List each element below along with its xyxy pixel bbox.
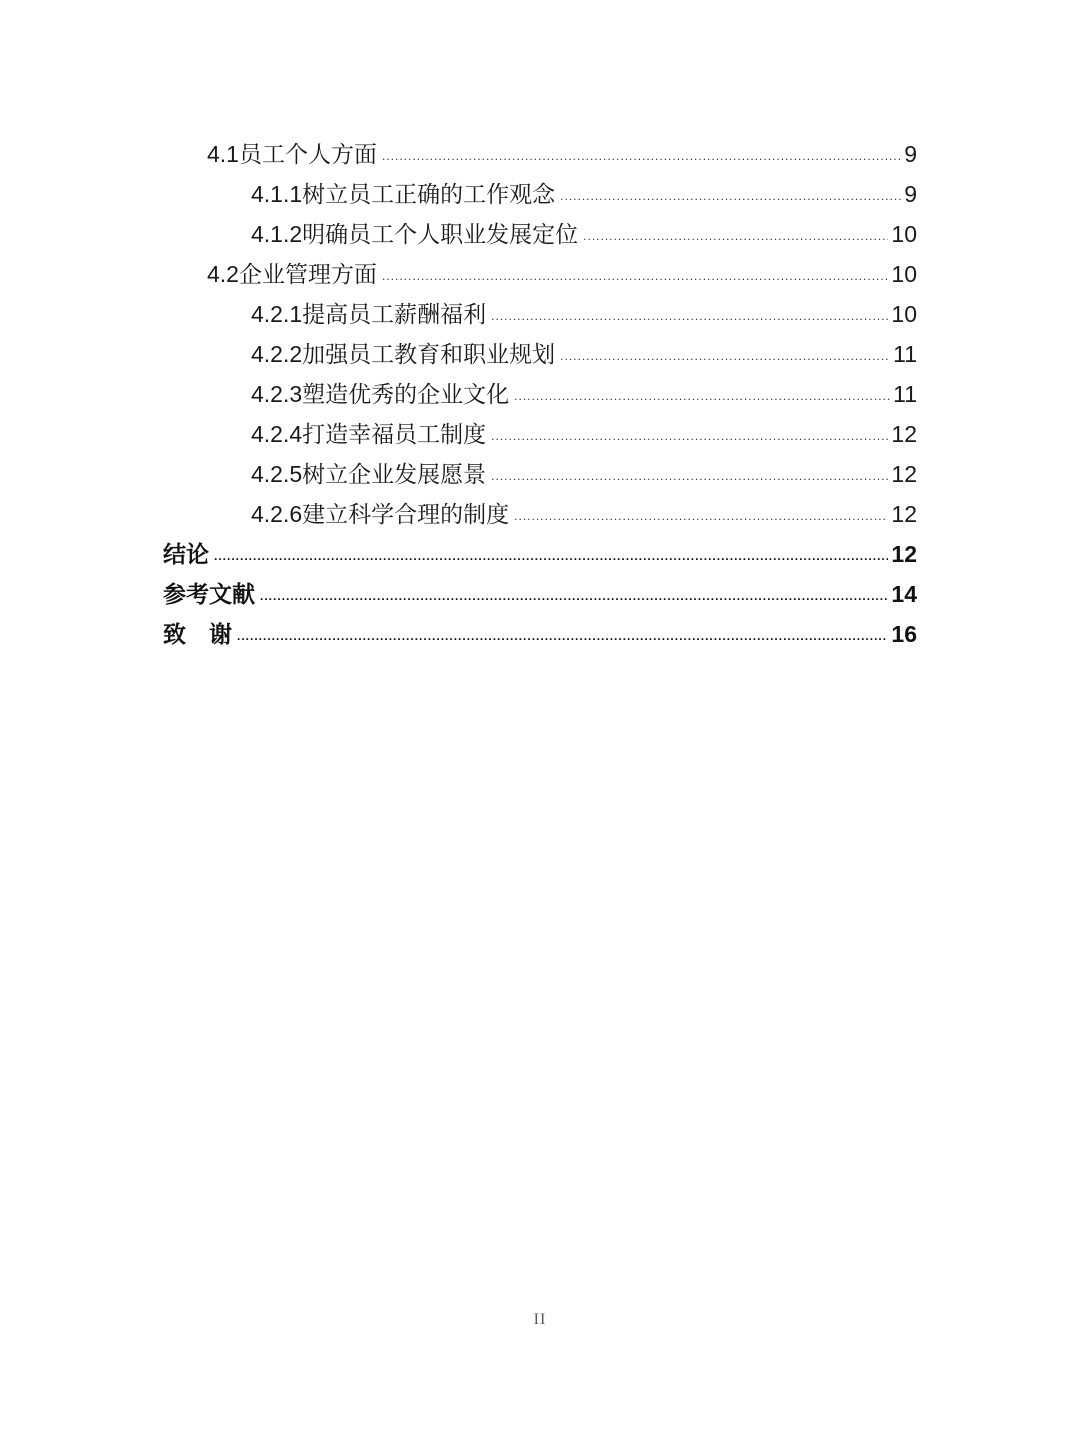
toc-dot-leader <box>382 256 888 296</box>
toc-dot-leader <box>237 616 888 656</box>
toc-entry-acknowledgements[interactable] <box>163 614 917 654</box>
toc-dot-leader <box>491 456 888 496</box>
toc-entry-4-2-1[interactable] <box>163 294 917 334</box>
toc-entry-4-2-2[interactable] <box>163 334 917 374</box>
toc-entry-page: 9 <box>904 181 917 207</box>
toc-dot-leader <box>491 416 888 456</box>
toc-dot-leader <box>214 536 888 576</box>
toc-entry-page: 12 <box>891 421 917 447</box>
toc-entry-conclusion[interactable] <box>163 534 917 574</box>
toc-entry-title: 4.2.2加强员工教育和职业规划 <box>251 341 556 367</box>
toc-entry-page: 12 <box>891 541 917 567</box>
toc-entry-page: 12 <box>891 461 917 487</box>
toc-entry-title: 4.1.2明确员工个人职业发展定位 <box>251 221 579 247</box>
toc-entry-4-2[interactable] <box>163 254 917 294</box>
toc-entry-page: 11 <box>893 341 917 367</box>
toc-dot-leader <box>260 576 888 616</box>
page-number-footer: II <box>533 1311 547 1328</box>
toc-entry-4-1[interactable] <box>163 134 917 174</box>
toc-entry-title: 4.2.4打造幸福员工制度 <box>251 421 487 447</box>
toc-entry-4-2-4[interactable] <box>163 414 917 454</box>
toc-entry-page: 10 <box>891 301 917 327</box>
toc-dot-leader <box>514 496 888 536</box>
toc-entry-4-1-1[interactable] <box>163 174 917 214</box>
toc-dot-leader <box>382 136 901 176</box>
toc-dot-leader <box>560 176 901 216</box>
toc-dot-leader <box>514 376 890 416</box>
toc-entry-title: 4.2企业管理方面 <box>207 261 377 287</box>
toc-entry-title: 致 谢 <box>163 621 232 647</box>
toc-dot-leader <box>583 216 888 256</box>
toc-entry-page: 12 <box>891 501 917 527</box>
toc-entry-4-1-2[interactable] <box>163 214 917 254</box>
toc-entry-page: 11 <box>893 381 917 407</box>
toc-entry-title: 4.2.6建立科学合理的制度 <box>251 501 510 527</box>
toc-dot-leader <box>560 336 890 376</box>
toc-entry-page: 9 <box>904 141 917 167</box>
toc-dot-leader <box>491 296 888 336</box>
toc-entry-page: 16 <box>891 621 917 647</box>
toc-entry-references[interactable] <box>163 574 917 614</box>
toc-entry-title: 4.1.1树立员工正确的工作观念 <box>251 181 556 207</box>
toc-entry-page: 10 <box>891 221 917 247</box>
toc-entry-title: 4.1员工个人方面 <box>207 141 377 167</box>
toc-entry-page: 10 <box>891 261 917 287</box>
toc-entry-page: 14 <box>891 581 917 607</box>
toc-entry-title: 4.2.5树立企业发展愿景 <box>251 461 487 487</box>
toc-entry-title: 4.2.3塑造优秀的企业文化 <box>251 381 510 407</box>
toc-entry-4-2-3[interactable] <box>163 374 917 414</box>
table-of-contents <box>163 134 917 654</box>
toc-entry-title: 参考文献 <box>163 581 255 607</box>
toc-entry-title: 结论 <box>163 541 209 567</box>
toc-entry-title: 4.2.1提高员工薪酬福利 <box>251 301 487 327</box>
toc-entry-4-2-6[interactable] <box>163 494 917 534</box>
toc-entry-4-2-5[interactable] <box>163 454 917 494</box>
